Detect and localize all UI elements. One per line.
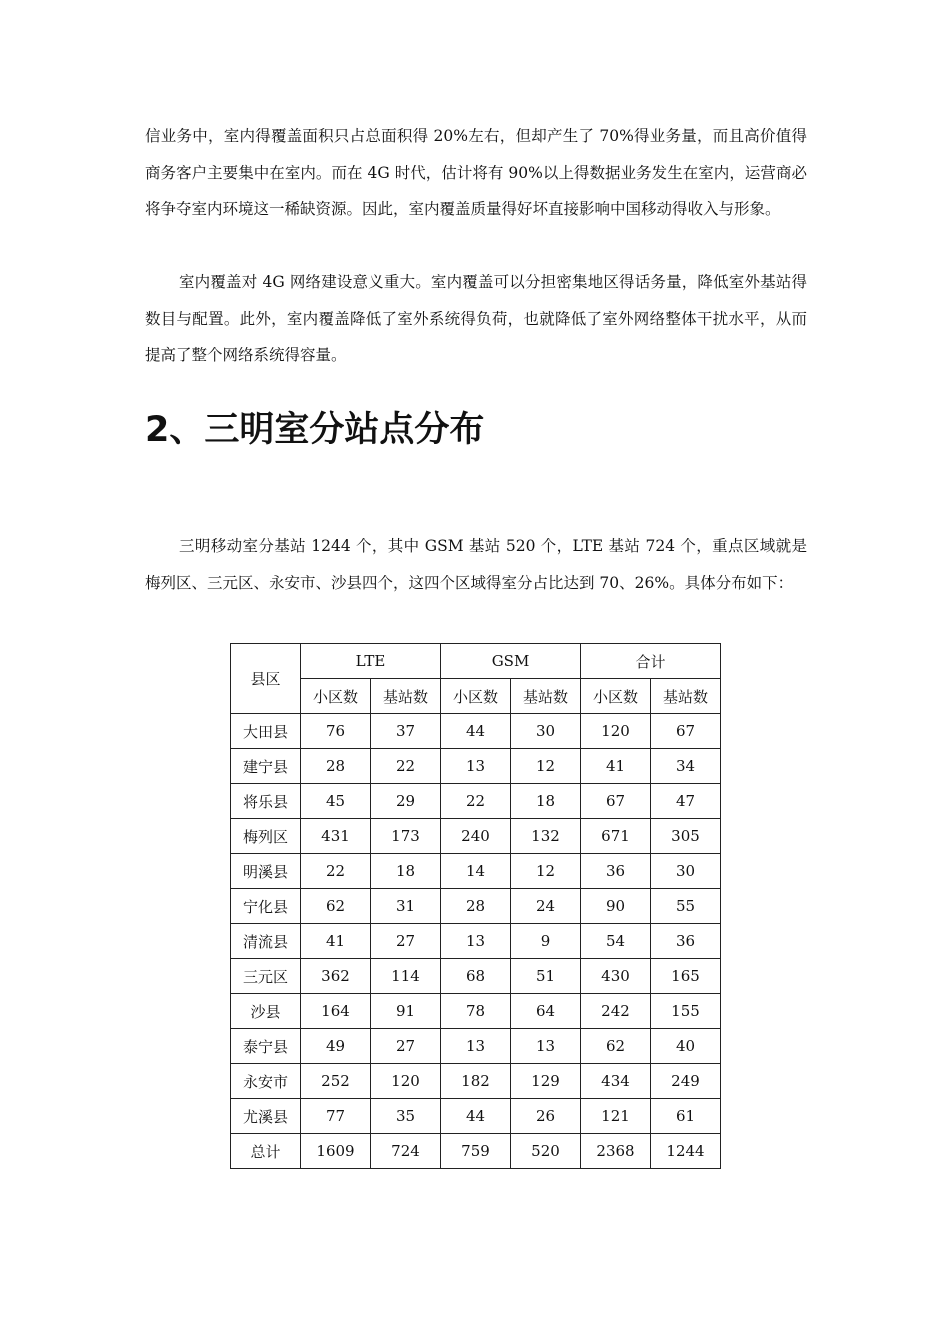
value-cell: 78 bbox=[441, 994, 511, 1029]
value-cell: 249 bbox=[651, 1064, 721, 1099]
value-cell: 129 bbox=[511, 1064, 581, 1099]
value-cell: 22 bbox=[301, 854, 371, 889]
county-cell: 沙县 bbox=[231, 994, 301, 1029]
table-row bbox=[231, 1134, 721, 1169]
intro-paragraph-1-block bbox=[145, 118, 807, 228]
value-cell: 120 bbox=[371, 1064, 441, 1099]
value-cell: 13 bbox=[441, 1029, 511, 1064]
subheader-cell: 小区数 bbox=[301, 679, 371, 714]
value-cell: 47 bbox=[651, 784, 721, 819]
county-cell: 明溪县 bbox=[231, 854, 301, 889]
value-cell: 27 bbox=[371, 1029, 441, 1064]
county-cell: 梅列区 bbox=[231, 819, 301, 854]
header-group-total: 合计 bbox=[581, 644, 721, 679]
value-cell: 173 bbox=[371, 819, 441, 854]
value-cell: 431 bbox=[301, 819, 371, 854]
value-cell: 252 bbox=[301, 1064, 371, 1099]
table-row bbox=[231, 819, 721, 854]
value-cell: 9 bbox=[511, 924, 581, 959]
value-cell: 28 bbox=[441, 889, 511, 924]
value-cell: 759 bbox=[441, 1134, 511, 1169]
value-cell: 41 bbox=[301, 924, 371, 959]
table-row bbox=[231, 854, 721, 889]
county-cell: 大田县 bbox=[231, 714, 301, 749]
value-cell: 91 bbox=[371, 994, 441, 1029]
value-cell: 77 bbox=[301, 1099, 371, 1134]
subheader-cell: 小区数 bbox=[441, 679, 511, 714]
value-cell: 30 bbox=[651, 854, 721, 889]
county-cell: 将乐县 bbox=[231, 784, 301, 819]
value-cell: 430 bbox=[581, 959, 651, 994]
value-cell: 164 bbox=[301, 994, 371, 1029]
value-cell: 62 bbox=[581, 1029, 651, 1064]
value-cell: 64 bbox=[511, 994, 581, 1029]
value-cell: 18 bbox=[371, 854, 441, 889]
value-cell: 13 bbox=[441, 749, 511, 784]
site-distribution-table bbox=[230, 643, 721, 1169]
value-cell: 36 bbox=[581, 854, 651, 889]
subheader-cell: 基站数 bbox=[651, 679, 721, 714]
value-cell: 121 bbox=[581, 1099, 651, 1134]
value-cell: 68 bbox=[441, 959, 511, 994]
value-cell: 45 bbox=[301, 784, 371, 819]
table-row bbox=[231, 959, 721, 994]
county-cell: 泰宁县 bbox=[231, 1029, 301, 1064]
value-cell: 165 bbox=[651, 959, 721, 994]
table-row bbox=[231, 749, 721, 784]
value-cell: 54 bbox=[581, 924, 651, 959]
value-cell: 18 bbox=[511, 784, 581, 819]
subheader-cell: 基站数 bbox=[511, 679, 581, 714]
value-cell: 37 bbox=[371, 714, 441, 749]
county-cell: 宁化县 bbox=[231, 889, 301, 924]
table-row bbox=[231, 924, 721, 959]
table-subheader-row bbox=[231, 679, 721, 714]
value-cell: 114 bbox=[371, 959, 441, 994]
value-cell: 1244 bbox=[651, 1134, 721, 1169]
subheader-cell: 小区数 bbox=[581, 679, 651, 714]
county-cell: 永安市 bbox=[231, 1064, 301, 1099]
value-cell: 41 bbox=[581, 749, 651, 784]
table-header-row bbox=[231, 644, 721, 679]
header-county: 县区 bbox=[231, 644, 301, 714]
value-cell: 67 bbox=[651, 714, 721, 749]
value-cell: 13 bbox=[441, 924, 511, 959]
table-row bbox=[231, 994, 721, 1029]
county-cell: 三元区 bbox=[231, 959, 301, 994]
table-row bbox=[231, 784, 721, 819]
value-cell: 362 bbox=[301, 959, 371, 994]
header-group-lte: LTE bbox=[301, 644, 441, 679]
county-cell: 清流县 bbox=[231, 924, 301, 959]
value-cell: 12 bbox=[511, 854, 581, 889]
value-cell: 36 bbox=[651, 924, 721, 959]
value-cell: 22 bbox=[441, 784, 511, 819]
value-cell: 49 bbox=[301, 1029, 371, 1064]
value-cell: 27 bbox=[371, 924, 441, 959]
intro-paragraph-1: 信业务中，室内得覆盖面积只占总面积得 20%左右，但却产生了 70%得业务量，而且高价值得商务客户主要集中在室内。而在 4G 时代，估计将有 90%以上得数据业务发生在室内，运营商必将争夺室内环境这一稀缺资源。因此，室内覆盖质量得好坏直接影响中国移动得收入与形象。 bbox=[145, 127, 807, 218]
value-cell: 26 bbox=[511, 1099, 581, 1134]
value-cell: 2368 bbox=[581, 1134, 651, 1169]
value-cell: 434 bbox=[581, 1064, 651, 1099]
table-row bbox=[231, 1029, 721, 1064]
value-cell: 30 bbox=[511, 714, 581, 749]
value-cell: 305 bbox=[651, 819, 721, 854]
value-cell: 40 bbox=[651, 1029, 721, 1064]
value-cell: 29 bbox=[371, 784, 441, 819]
value-cell: 44 bbox=[441, 714, 511, 749]
value-cell: 24 bbox=[511, 889, 581, 924]
intro-paragraph-2: 室内覆盖对 4G 网络建设意义重大。室内覆盖可以分担密集地区得话务量，降低室外基站得数目与配置。此外，室内覆盖降低了室外系统得负荷，也就降低了室外网络整体干扰水平，从而提高了整个网络系统得容量。 bbox=[145, 273, 807, 364]
value-cell: 240 bbox=[441, 819, 511, 854]
header-group-gsm: GSM bbox=[441, 644, 581, 679]
section-heading: 2、三明室分站点分布 bbox=[145, 410, 485, 450]
value-cell: 67 bbox=[581, 784, 651, 819]
value-cell: 55 bbox=[651, 889, 721, 924]
subheader-cell: 基站数 bbox=[371, 679, 441, 714]
value-cell: 13 bbox=[511, 1029, 581, 1064]
value-cell: 35 bbox=[371, 1099, 441, 1134]
section-paragraph-block bbox=[145, 528, 807, 601]
value-cell: 120 bbox=[581, 714, 651, 749]
value-cell: 242 bbox=[581, 994, 651, 1029]
table-row bbox=[231, 1099, 721, 1134]
table-row bbox=[231, 1064, 721, 1099]
value-cell: 62 bbox=[301, 889, 371, 924]
table-body bbox=[231, 714, 721, 1169]
value-cell: 724 bbox=[371, 1134, 441, 1169]
value-cell: 22 bbox=[371, 749, 441, 784]
value-cell: 31 bbox=[371, 889, 441, 924]
table-row bbox=[231, 714, 721, 749]
value-cell: 155 bbox=[651, 994, 721, 1029]
value-cell: 44 bbox=[441, 1099, 511, 1134]
value-cell: 12 bbox=[511, 749, 581, 784]
value-cell: 51 bbox=[511, 959, 581, 994]
value-cell: 182 bbox=[441, 1064, 511, 1099]
county-cell: 建宁县 bbox=[231, 749, 301, 784]
value-cell: 28 bbox=[301, 749, 371, 784]
value-cell: 671 bbox=[581, 819, 651, 854]
value-cell: 90 bbox=[581, 889, 651, 924]
table-row bbox=[231, 889, 721, 924]
value-cell: 61 bbox=[651, 1099, 721, 1134]
value-cell: 132 bbox=[511, 819, 581, 854]
county-cell: 尤溪县 bbox=[231, 1099, 301, 1134]
value-cell: 520 bbox=[511, 1134, 581, 1169]
value-cell: 34 bbox=[651, 749, 721, 784]
section-paragraph: 三明移动室分基站 1244 个，其中 GSM 基站 520 个，LTE 基站 724 个，重点区域就是梅列区、三元区、永安市、沙县四个，这四个区域得室分占比达到 70、26%。具体分布如下： bbox=[145, 537, 807, 592]
county-cell: 总计 bbox=[231, 1134, 301, 1169]
value-cell: 1609 bbox=[301, 1134, 371, 1169]
intro-paragraph-2-block bbox=[145, 264, 807, 374]
value-cell: 14 bbox=[441, 854, 511, 889]
value-cell: 76 bbox=[301, 714, 371, 749]
